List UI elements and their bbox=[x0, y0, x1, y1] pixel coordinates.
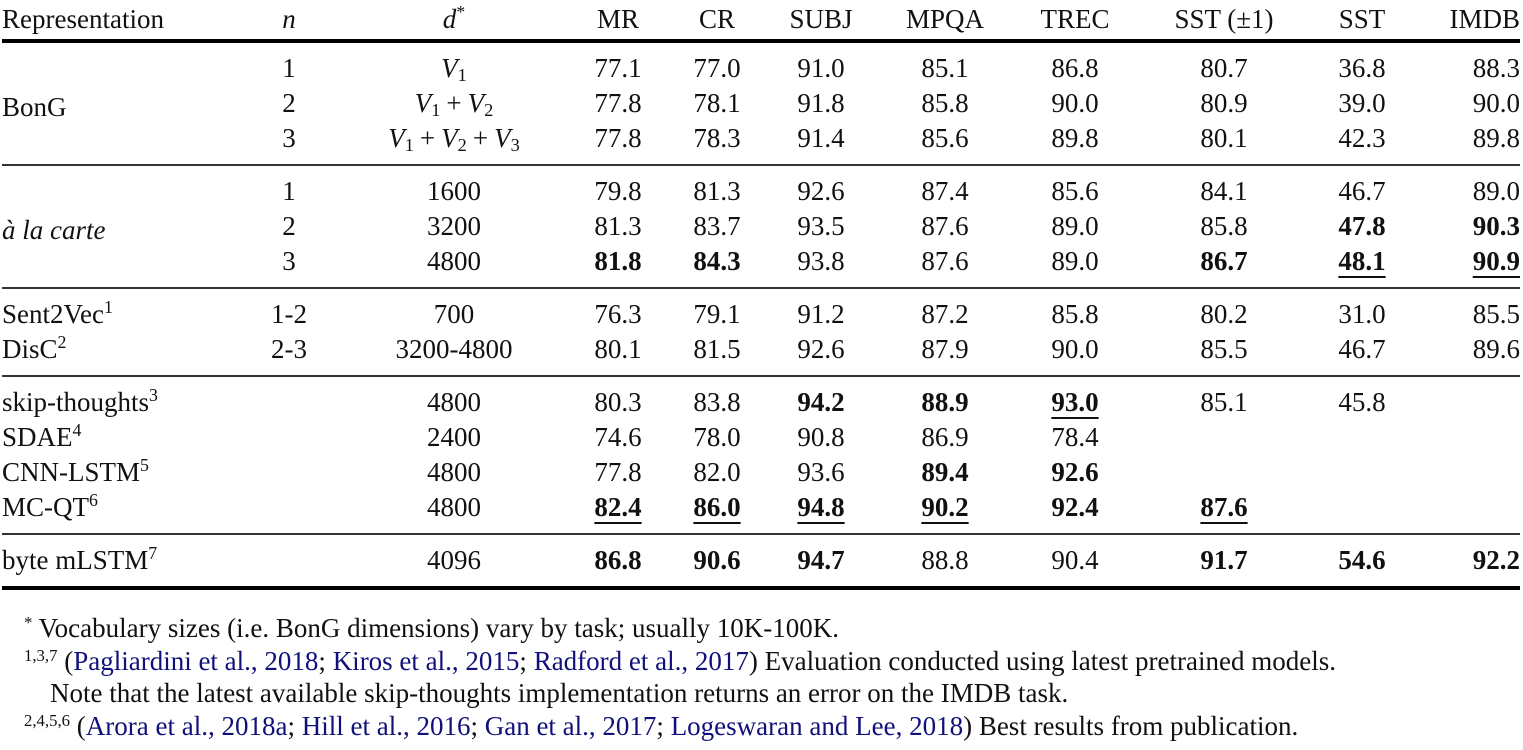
cell-cr: 78.0 bbox=[693, 422, 741, 452]
cell-imdb: 89.0 bbox=[1472, 176, 1520, 206]
cell-mpqa: 85.6 bbox=[921, 123, 969, 153]
table-row bbox=[2, 534, 1520, 588]
cell-mr: 81.3 bbox=[594, 211, 642, 241]
cell-sst-binary: 87.6 bbox=[1200, 492, 1248, 522]
cell-n: 2 bbox=[282, 211, 296, 241]
header-d: d* bbox=[442, 2, 466, 34]
cell-mr: 76.3 bbox=[594, 299, 642, 329]
cell-subj: 92.6 bbox=[797, 176, 845, 206]
footnote-publication: $^{2,4,5,6}$ (Arora et al., 2018a; Hill et al., 2016; Gan et al., 2017; Logeswaran and Lee, 2018) Best results from publication. bbox=[24, 710, 1299, 741]
cell-cr: 77.0 bbox=[693, 53, 741, 83]
cell-d: $V_1 + V_2 + V_3$ bbox=[388, 123, 520, 156]
cell-d: 4800 bbox=[427, 457, 481, 487]
cell-mr: 80.1 bbox=[594, 334, 642, 364]
cell-trec: 90.4 bbox=[1051, 545, 1099, 575]
header-sst-binary: SST (±1) bbox=[1174, 4, 1274, 34]
header-subj: SUBJ bbox=[789, 4, 853, 34]
cell-cr: 78.3 bbox=[693, 123, 741, 153]
cell-subj: 91.2 bbox=[797, 299, 845, 329]
cell-sst: 46.7 bbox=[1338, 176, 1386, 206]
cell-sst-binary: 85.5 bbox=[1200, 334, 1248, 364]
cell-subj: 93.5 bbox=[797, 211, 845, 241]
header-row bbox=[2, 0, 1520, 41]
cell-subj: 91.0 bbox=[797, 53, 845, 83]
cell-sst: 48.1 bbox=[1338, 246, 1386, 276]
row-label-mc-qt: $MC-QT^6$ bbox=[2, 490, 98, 522]
cell-d: $V_1 + V_2$ bbox=[414, 88, 494, 121]
cell-mpqa: 88.9 bbox=[921, 387, 969, 417]
cell-n bbox=[234, 534, 344, 588]
table-row bbox=[2, 332, 1520, 376]
cell-mpqa: 85.8 bbox=[921, 88, 969, 118]
table-row bbox=[2, 455, 1520, 490]
cell-trec: 89.0 bbox=[1051, 246, 1099, 276]
cell-mpqa: 87.2 bbox=[921, 299, 969, 329]
cell-mpqa: 88.8 bbox=[921, 545, 969, 575]
cell-sst-binary: 85.8 bbox=[1200, 211, 1248, 241]
cell-n: 3 bbox=[282, 246, 296, 276]
cell-d: 4800 bbox=[427, 387, 481, 417]
cell-trec: 90.0 bbox=[1051, 88, 1099, 118]
cell-mpqa: 86.9 bbox=[921, 422, 969, 452]
cell-trec: 86.8 bbox=[1051, 53, 1099, 83]
row-label-byte-mlstm: byte mLSTM$^7$ bbox=[2, 543, 158, 575]
cell-subj: 94.7 bbox=[797, 545, 845, 575]
cell-mr: 82.4 bbox=[594, 492, 642, 522]
table-footnotes bbox=[24, 612, 1519, 742]
table-row bbox=[2, 376, 1520, 420]
results-table bbox=[2, 0, 1520, 590]
citation-link[interactable]: Hill et al., 2016 bbox=[301, 710, 471, 741]
cell-sst-binary: 85.1 bbox=[1200, 387, 1248, 417]
cell-subj: 94.8 bbox=[797, 492, 845, 522]
header-trec: TREC bbox=[1040, 4, 1110, 34]
citation-link[interactable]: Gan et al., 2017 bbox=[484, 710, 657, 741]
cell-d: 1600 bbox=[427, 176, 481, 206]
cell-sst-binary bbox=[1140, 455, 1308, 490]
cell-cr: 86.0 bbox=[693, 492, 741, 522]
table-row bbox=[2, 41, 1520, 86]
row-label-skip-thoughts: skip-thoughts$^3$ bbox=[2, 385, 158, 417]
cell-trec: 93.0 bbox=[1051, 387, 1099, 417]
cell-sst: 42.3 bbox=[1338, 123, 1386, 153]
cell-d: 4096 bbox=[427, 545, 481, 575]
cell-mpqa: 87.6 bbox=[921, 211, 969, 241]
cell-mr: 80.3 bbox=[594, 387, 642, 417]
cell-d: 3200 bbox=[427, 211, 481, 241]
citation-link[interactable]: Kiros et al., 2015 bbox=[332, 645, 520, 676]
row-label-sdae: SDAE$^4$ bbox=[2, 420, 82, 452]
footnote-pretrained: $^{1,3,7}$ (Pagliardini et al., 2018; Kiros et al., 2015; Radford et al., 2017) Evaluation conducted using latest pretrained models. bbox=[24, 645, 1336, 676]
cell-mpqa: 87.9 bbox=[921, 334, 969, 364]
cell-subj: 92.6 bbox=[797, 334, 845, 364]
cell-trec: 92.6 bbox=[1051, 457, 1099, 487]
cell-trec: 85.6 bbox=[1051, 176, 1099, 206]
group-label-bong: BonG bbox=[2, 92, 67, 122]
row-label-disc: DisC$^2$ bbox=[2, 332, 67, 364]
cell-sst bbox=[1308, 490, 1416, 534]
cell-subj: 94.2 bbox=[797, 387, 845, 417]
cell-sst: 46.7 bbox=[1338, 334, 1386, 364]
cell-n bbox=[234, 490, 344, 534]
row-label-sent2vec: Sent2Vec$^1$ bbox=[2, 297, 113, 329]
cell-imdb: 88.3 bbox=[1472, 53, 1520, 83]
cell-sst-binary: 91.7 bbox=[1200, 545, 1248, 575]
footnote-skip-thoughts-note: Note that the latest available skip-thoughts implementation returns an error on the IMDB task. bbox=[50, 678, 1069, 708]
cell-trec: 92.4 bbox=[1051, 492, 1099, 522]
cell-d: 2400 bbox=[427, 422, 481, 452]
cell-mr: 77.8 bbox=[594, 123, 642, 153]
cell-sst-binary: 80.9 bbox=[1200, 88, 1248, 118]
cell-cr: 79.1 bbox=[693, 299, 741, 329]
cell-d: 4800 bbox=[427, 246, 481, 276]
cell-n bbox=[234, 420, 344, 455]
cell-cr: 83.7 bbox=[693, 211, 741, 241]
cell-mpqa: 87.6 bbox=[921, 246, 969, 276]
cell-sst-binary: 84.1 bbox=[1200, 176, 1248, 206]
cell-imdb bbox=[1416, 376, 1520, 420]
cell-sst: 39.0 bbox=[1338, 88, 1386, 118]
cell-imdb bbox=[1416, 490, 1520, 534]
cell-n: 2-3 bbox=[271, 334, 307, 364]
cell-sst bbox=[1308, 420, 1416, 455]
cell-imdb bbox=[1416, 420, 1520, 455]
cell-n: 1-2 bbox=[271, 299, 307, 329]
cell-n: 2 bbox=[282, 88, 296, 118]
cell-mr: 77.1 bbox=[594, 53, 642, 83]
cell-mr: 79.8 bbox=[594, 176, 642, 206]
cell-sst-binary: 80.1 bbox=[1200, 123, 1248, 153]
cell-imdb: 85.5 bbox=[1472, 299, 1520, 329]
cell-trec: 85.8 bbox=[1051, 299, 1099, 329]
row-label-cnn-lstm: CNN-LSTM$^5$ bbox=[2, 455, 149, 487]
cell-imdb: 89.8 bbox=[1472, 123, 1520, 153]
cell-cr: 90.6 bbox=[693, 545, 741, 575]
cell-n bbox=[234, 455, 344, 490]
citation-link[interactable]: Logeswaran and Lee, 2018 bbox=[670, 710, 964, 741]
cell-imdb: 90.9 bbox=[1472, 246, 1520, 276]
cell-sst: 47.8 bbox=[1338, 211, 1386, 241]
header-representation: Representation bbox=[2, 4, 164, 34]
cell-sst bbox=[1308, 455, 1416, 490]
table-row bbox=[2, 288, 1520, 332]
cell-trec: 90.0 bbox=[1051, 334, 1099, 364]
citation-link[interactable]: Arora et al., 2018a bbox=[85, 710, 288, 741]
cell-trec: 89.8 bbox=[1051, 123, 1099, 153]
group-label-a-la-carte: à la carte bbox=[2, 215, 106, 245]
header-mr: MR bbox=[596, 4, 640, 34]
cell-subj: 90.8 bbox=[797, 422, 845, 452]
cell-mpqa: 87.4 bbox=[921, 176, 969, 206]
cell-sst: 54.6 bbox=[1338, 545, 1386, 575]
header-mpqa: MPQA bbox=[905, 4, 985, 34]
header-n: n bbox=[282, 4, 296, 34]
cell-cr: 78.1 bbox=[693, 88, 741, 118]
cell-trec: 89.0 bbox=[1051, 211, 1099, 241]
cell-trec: 78.4 bbox=[1051, 422, 1099, 452]
cell-cr: 81.5 bbox=[693, 334, 741, 364]
cell-sst-binary: 86.7 bbox=[1200, 246, 1248, 276]
cell-subj: 91.4 bbox=[797, 123, 845, 153]
table-row bbox=[2, 165, 1520, 209]
cell-sst-binary: 80.2 bbox=[1200, 299, 1248, 329]
cell-d: 4800 bbox=[427, 492, 481, 522]
cell-cr: 83.8 bbox=[693, 387, 741, 417]
cell-imdb bbox=[1416, 455, 1520, 490]
cell-imdb: 89.6 bbox=[1472, 334, 1520, 364]
cell-mpqa: 90.2 bbox=[921, 492, 969, 522]
cell-mpqa: 85.1 bbox=[921, 53, 969, 83]
cell-mr: 77.8 bbox=[594, 457, 642, 487]
cell-imdb: 92.2 bbox=[1472, 545, 1520, 575]
header-sst: SST bbox=[1338, 4, 1386, 34]
cell-cr: 84.3 bbox=[693, 246, 741, 276]
cell-mpqa: 89.4 bbox=[921, 457, 969, 487]
cell-subj: 91.8 bbox=[797, 88, 845, 118]
header-imdb: IMDB bbox=[1449, 4, 1520, 34]
cell-imdb: 90.3 bbox=[1472, 211, 1520, 241]
cell-imdb: 90.0 bbox=[1472, 88, 1520, 118]
cell-d: 3200-4800 bbox=[395, 334, 513, 364]
cell-d: $V_1$ bbox=[441, 53, 467, 86]
cell-sst-binary: 80.7 bbox=[1200, 53, 1248, 83]
citation-link[interactable]: Pagliardini et al., 2018 bbox=[73, 645, 319, 676]
cell-subj: 93.8 bbox=[797, 246, 845, 276]
table-row bbox=[2, 420, 1520, 455]
table-row bbox=[2, 490, 1520, 534]
cell-sst: 36.8 bbox=[1338, 53, 1386, 83]
cell-sst: 31.0 bbox=[1338, 299, 1386, 329]
cell-sst: 45.8 bbox=[1338, 387, 1386, 417]
cell-n bbox=[234, 376, 344, 420]
cell-mr: 86.8 bbox=[594, 545, 642, 575]
cell-mr: 81.8 bbox=[594, 246, 642, 276]
cell-mr: 77.8 bbox=[594, 88, 642, 118]
cell-subj: 93.6 bbox=[797, 457, 845, 487]
citation-link[interactable]: Radford et al., 2017 bbox=[533, 645, 749, 676]
cell-n: 1 bbox=[282, 176, 296, 206]
header-cr: CR bbox=[698, 4, 736, 34]
cell-d: 700 bbox=[433, 299, 475, 329]
cell-sst-binary bbox=[1140, 420, 1308, 455]
cell-cr: 81.3 bbox=[693, 176, 741, 206]
footnote-vocabulary: * Vocabulary sizes (i.e. BonG dimensions) vary by task; usually 10K-100K. bbox=[24, 612, 840, 643]
cell-n: 1 bbox=[282, 53, 296, 83]
cell-mr: 74.6 bbox=[594, 422, 642, 452]
cell-n: 3 bbox=[282, 123, 296, 153]
cell-cr: 82.0 bbox=[693, 457, 741, 487]
